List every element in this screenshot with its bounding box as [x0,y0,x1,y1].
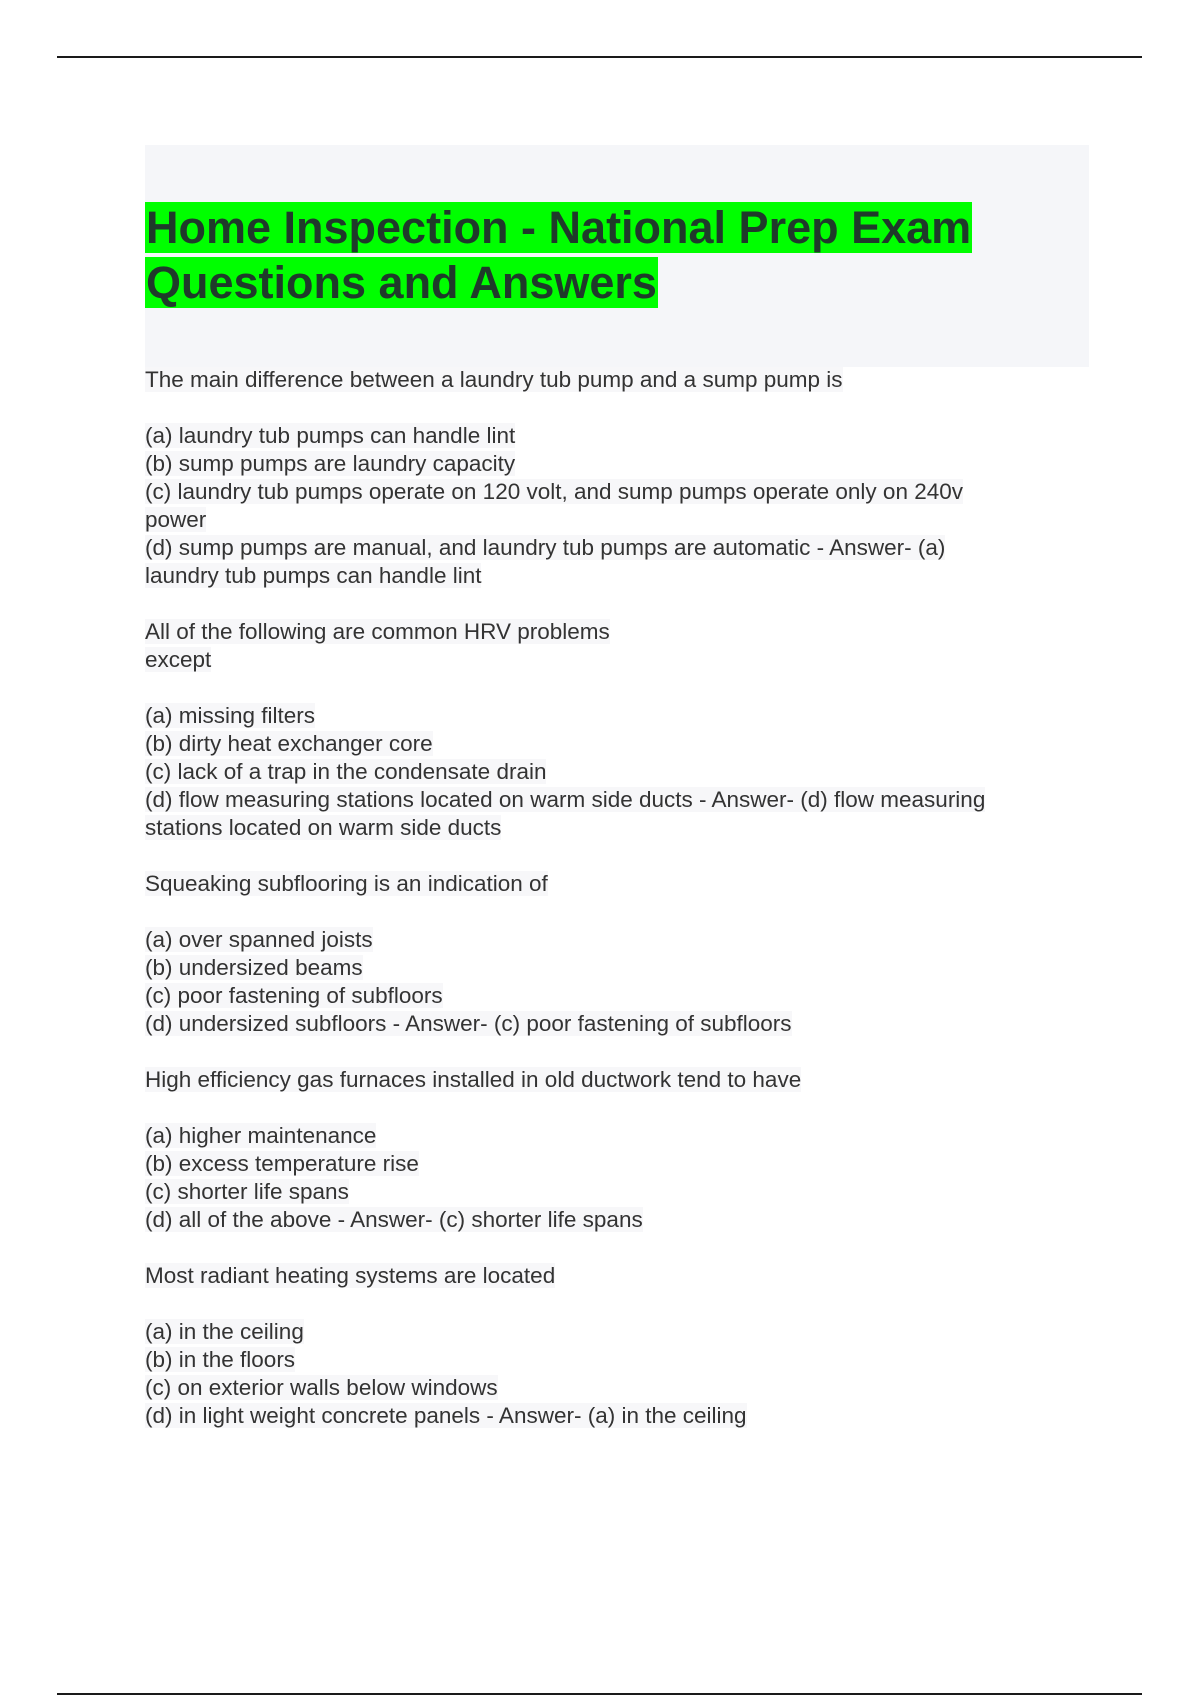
answer-option: (a) laundry tub pumps can handle lint [145,423,516,448]
answer-option: (c) laundry tub pumps operate on 120 volt, and sump pumps operate only on 240v [145,479,963,504]
question-prompt: Squeaking subflooring is an indication of [145,871,548,896]
answer-text: stations located on warm side ducts [145,815,502,840]
title-line-2: Questions and Answers [146,257,657,308]
title-line-1: Home Inspection - National Prep Exam [146,202,972,253]
answer-text: laundry tub pumps can handle lint [145,563,482,588]
document-title [145,200,1089,310]
answer-option: (b) dirty heat exchanger core [145,731,433,756]
answer-option: (d) all of the above - Answer- (c) shorter life spans [145,1207,643,1232]
answer-option: (a) over spanned joists [145,927,373,952]
question-prompt-continued: except [145,647,212,672]
question-prompt: Most radiant heating systems are located [145,1263,556,1288]
question-block-4 [145,1066,1089,1234]
answer-option: (d) undersized subfloors - Answer- (c) poor fastening of subfloors [145,1011,792,1036]
answer-option-continued: power [145,507,207,532]
answer-option: (b) undersized beams [145,955,363,980]
top-rule [57,56,1142,58]
question-prompt: All of the following are common HRV problems [145,619,610,644]
answer-option: (a) higher maintenance [145,1123,377,1148]
question-block-1 [145,366,1089,590]
answer-option: (d) flow measuring stations located on warm side ducts - Answer- (d) flow measuring [145,787,986,812]
answer-option: (c) on exterior walls below windows [145,1375,498,1400]
question-block-2 [145,618,1089,842]
answer-option: (a) in the ceiling [145,1319,304,1344]
question-block-5 [145,1262,1089,1430]
answer-option: (a) missing filters [145,703,316,728]
question-prompt: The main difference between a laundry tub pump and a sump pump is [145,367,843,392]
answer-option: (c) shorter life spans [145,1179,349,1204]
bottom-rule [57,1693,1142,1695]
answer-option: (c) lack of a trap in the condensate drain [145,759,547,784]
question-prompt: High efficiency gas furnaces installed in old ductwork tend to have [145,1067,802,1092]
answer-option: (b) in the floors [145,1347,296,1372]
question-block-3 [145,870,1089,1038]
answer-option: (b) excess temperature rise [145,1151,419,1176]
answer-option: (d) sump pumps are manual, and laundry tub pumps are automatic - Answer- (a) [145,535,946,560]
answer-option: (b) sump pumps are laundry capacity [145,451,516,476]
questions-list [145,366,1089,1458]
answer-option: (d) in light weight concrete panels - Answer- (a) in the ceiling [145,1403,747,1428]
answer-option: (c) poor fastening of subfloors [145,983,443,1008]
